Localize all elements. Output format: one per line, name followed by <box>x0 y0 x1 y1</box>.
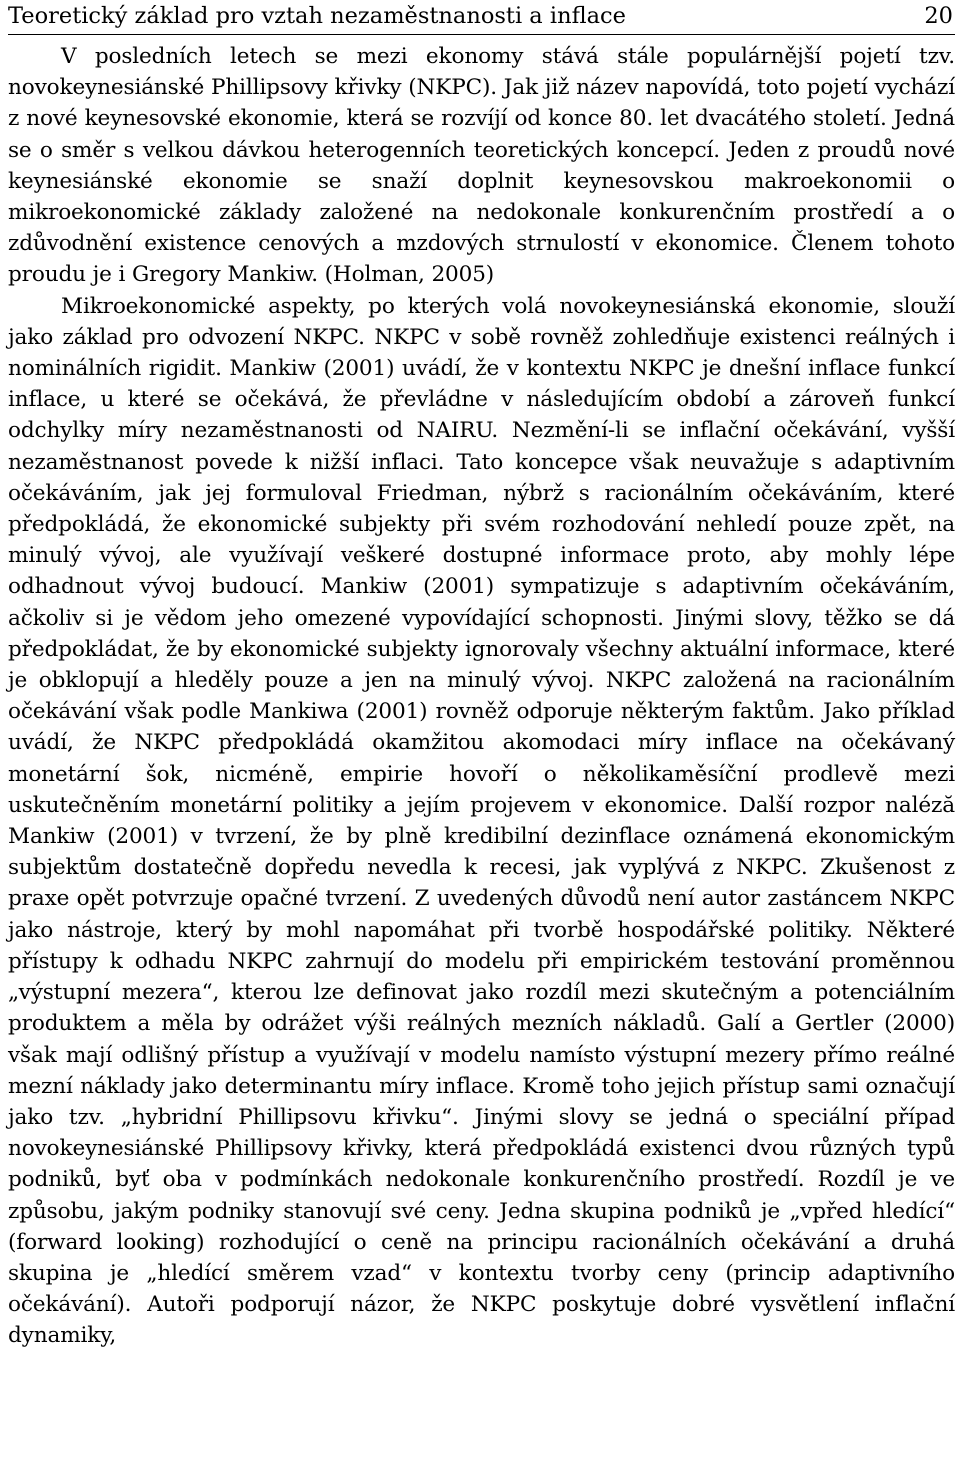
paragraph-2: Mikroekonomické aspekty, po kterých volá novokeynesiánská ekonomie, slouží jako základ pro odvození NKPC. NKPC v sobě rovněž zohledňuje existenci reálných i nominálních rigidit. Mankiw (2001) uvádí, že v kontextu NKPC je dnešní inflace funkcí inflace, u které se očekává, že převládne v následujícím období a zároveň funkcí odchylky míry nezaměstnanosti od NAIRU. Nezmění-li se inflační očekávání, vyšší nezaměstnanost povede k nižší inflaci. Tato koncepce však neuvažuje s adaptivním očekáváním, jak jej formuloval Friedman, nýbrž s racionálním očekáváním, které předpokládá, že ekonomické subjekty při svém rozhodování nehledí pouze zpět, na minulý vývoj, ale využívají veškeré dostupné informace proto, aby mohly lépe odhadnout vývoj budoucí. Mankiw (2001) sympatizuje s adaptivním očekáváním, ačkoliv si je vědom jeho omezené vypovídající schopnosti. Jinými slovy, těžko se dá předpokládat, že by ekonomické subjekty ignorovaly všechny aktuální informace, které je obklopují a hleděly pouze a jen na minulý vývoj. NKPC založená na racionálním očekávání však podle Mankiwa (2001) rovněž odporuje některým faktům. Jako příklad uvádí, že NKPC předpokládá okamžitou akomodaci míry inflace na očekávaný monetární šok, nicméně, empirie hovoří o několikaměsíční prodlevě mezi uskutečněním monetární politiky a jejím projevem v ekonomice. Další rozpor naléză Mankiw (2001) v tvrzení, že by plně kredibilní dezinflace oznámená ekonomickým subjektům dostatečně dopředu nevedla k recesi, jak vyplývá z NKPC. Zkušenost z praxe opět potvrzuje opačné tvrzení. Z uvedených důvodů není autor zastáncem NKPC jako nástroje, který by mohl napomáhat při tvorbě hospodářské politiky. Některé přístupy k odhadu NKPC zahrnují do modelu při empirickém testování proměnnou „výstupní mezera“, kterou lze definovat jako rozdíl mezi skutečným a potenciálním produktem a měla by odrážet výši reálných mezních nákladů. Galí a Gertler (2000) však mají odlišný přístup a využívají v modelu namísto výstupní mezery přímo reálné mezní náklady jako determinantu míry inflace. Kromě toho jejich přístup sami označují jako tzv. „hybridní Phillipsovu křivku“. Jinými slovy se jedná o speciální případ novokeynesiánské Phillipsovy křivky, která předpokládá existenci dvou různých typů podniků, byť oba v podmínkách nedokonale konkurenčního prostředí. Rozdíl je ve způsobu, jakým podniky stanovují své ceny. Jedna skupina podniků je „vpřed hledící“ (forward looking) rozhodující o ceně na principu racionálních očekávání a druhá skupina je „hledící směrem vzad“ v kontextu tvorby ceny (princip adaptivního očekávání). Autoři podporují názor, že NKPC poskytuje dobré vysvětlení inflační dynamiky, <box>8 293 955 1349</box>
paragraph-1: V posledních letech se mezi ekonomy stává stále populárnější pojetí tzv. novokeynesiánské Phillipsovy křivky (NKPC). Jak již název napovídá, toto pojetí vychází z nové keynesovské ekonomie, která se rozvíjí od konce 80. let dvacátého století. Jedná se o směr s velkou dávkou heterogenních teoretických koncepcí. Jeden z proudů nové keynesiánské ekonomie se snaží doplnit keynesovskou makroekonomii o mikroekonomické základy založené na nedokonale konkurenčním prostředí a o zdůvodnění existence cenových a mzdových strnulostí v ekonomice. Členem tohoto proudu je i Gregory Mankiw. (Holman, 2005) <box>8 44 955 288</box>
body-text <box>8 41 955 1352</box>
page-header <box>8 0 955 35</box>
page-number: 20 <box>924 3 953 29</box>
running-title: Teoretický základ pro vztah nezaměstnanosti a inflace <box>8 3 626 29</box>
document-page <box>8 0 955 1352</box>
